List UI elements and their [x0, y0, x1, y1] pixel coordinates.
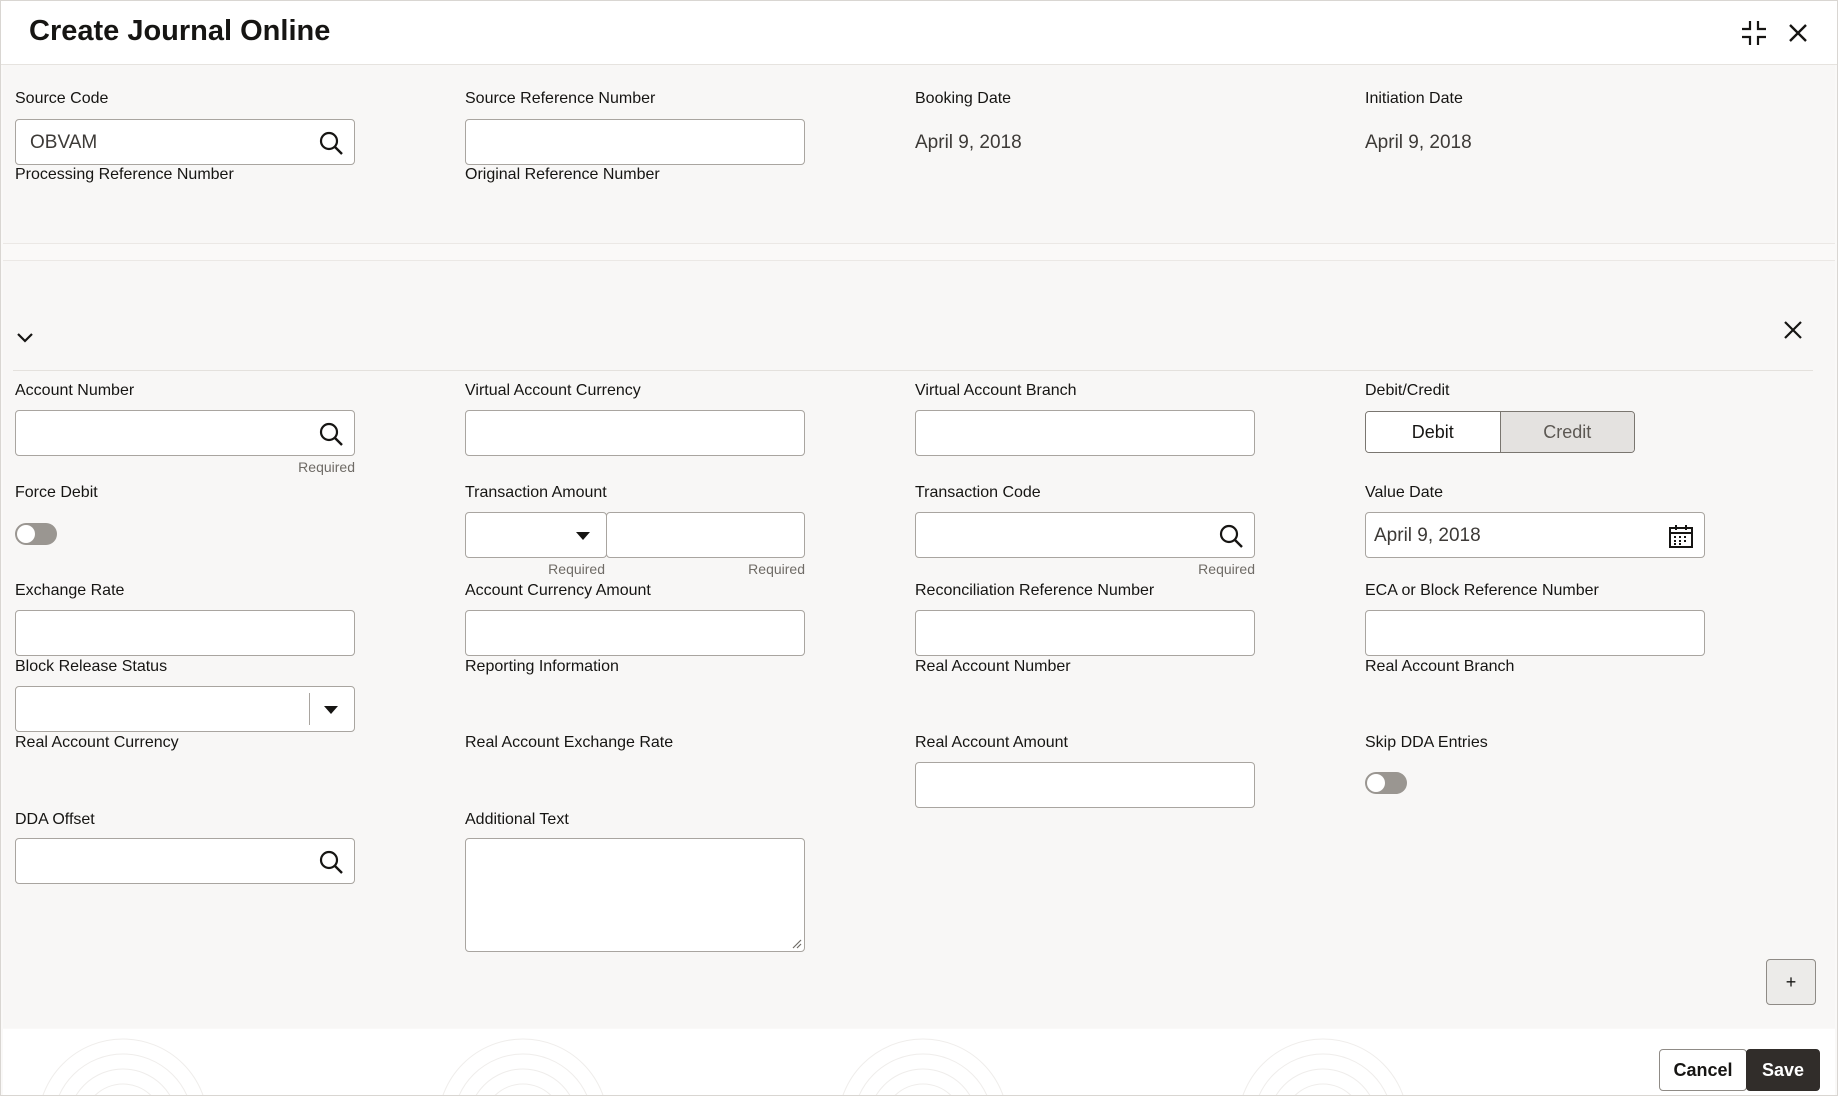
additional-text-label: Additional Text [465, 811, 569, 828]
exchange-rate-input[interactable] [15, 610, 355, 656]
credit-button[interactable]: Credit [1501, 412, 1635, 452]
calendar-icon[interactable] [1668, 523, 1694, 549]
initiation-date-label: Initiation Date [1365, 90, 1463, 107]
source-code-value: OBVAM [30, 132, 98, 153]
remove-entry-icon[interactable] [1782, 319, 1804, 341]
resize-handle-icon[interactable] [790, 937, 802, 949]
skip-dda-entries-label: Skip DDA Entries [1365, 734, 1488, 751]
transaction-code-required: Required [1198, 561, 1255, 577]
minimize-icon[interactable] [1740, 19, 1768, 47]
virtual-account-currency-label: Virtual Account Currency [465, 382, 641, 399]
debit-button[interactable]: Debit [1366, 412, 1501, 452]
add-entry-button[interactable]: + [1766, 959, 1816, 1005]
booking-date-label: Booking Date [915, 90, 1012, 107]
eca-block-reference-number-label: ECA or Block Reference Number [1365, 582, 1599, 599]
reconciliation-reference-number-input[interactable] [915, 610, 1255, 656]
page-title: Create Journal Online [29, 15, 331, 47]
account-currency-amount-input[interactable] [465, 610, 805, 656]
account-currency-amount-label: Account Currency Amount [465, 582, 651, 599]
save-button[interactable]: Save [1746, 1049, 1820, 1091]
chevron-down-icon[interactable] [15, 331, 35, 345]
transaction-code-input[interactable] [915, 512, 1255, 558]
reporting-information-label: Reporting Information [465, 658, 619, 675]
select-separator [309, 693, 310, 725]
close-icon[interactable] [1784, 19, 1812, 47]
decorative-pattern [3, 1029, 1835, 1095]
transaction-amount-input[interactable] [606, 512, 805, 558]
eca-block-reference-number-input[interactable] [1365, 610, 1705, 656]
exchange-rate-label: Exchange Rate [15, 582, 125, 599]
debit-credit-toggle [1365, 411, 1635, 453]
account-number-input[interactable] [15, 410, 355, 456]
transaction-currency-required: Required [548, 561, 605, 577]
initiation-date-value: April 9, 2018 [1365, 132, 1472, 153]
section-separator [3, 244, 1835, 261]
booking-date-value: April 9, 2018 [915, 132, 1022, 153]
debit-credit-label: Debit/Credit [1365, 382, 1450, 399]
dda-offset-input[interactable] [15, 838, 355, 884]
value-date-value: April 9, 2018 [1374, 525, 1481, 546]
value-date-input[interactable] [1365, 512, 1705, 558]
transaction-amount-label: Transaction Amount [465, 484, 607, 501]
block-release-status-label: Block Release Status [15, 658, 168, 675]
search-icon[interactable] [318, 849, 344, 875]
reconciliation-reference-number-label: Reconciliation Reference Number [915, 582, 1155, 599]
transaction-amount-required: Required [748, 561, 805, 577]
source-reference-number-input[interactable] [465, 119, 805, 165]
account-number-label: Account Number [15, 382, 135, 399]
original-reference-number-label: Original Reference Number [465, 166, 660, 183]
real-account-amount-label: Real Account Amount [915, 734, 1068, 751]
source-reference-number-label: Source Reference Number [465, 90, 656, 107]
block-release-status-select[interactable] [15, 686, 355, 732]
window-header [1, 1, 1837, 65]
source-code-input[interactable] [15, 119, 355, 165]
account-number-required: Required [298, 459, 355, 475]
dda-offset-label: DDA Offset [15, 811, 95, 828]
additional-text-textarea[interactable] [465, 838, 805, 952]
caret-down-icon [576, 532, 590, 540]
processing-reference-number-label: Processing Reference Number [15, 166, 234, 183]
search-icon[interactable] [318, 421, 344, 447]
real-account-amount-input[interactable] [915, 762, 1255, 808]
caret-down-icon [324, 706, 338, 714]
entry-divider [13, 370, 1813, 371]
real-account-branch-label: Real Account Branch [1365, 658, 1515, 675]
cancel-button[interactable]: Cancel [1659, 1049, 1747, 1091]
real-account-number-label: Real Account Number [915, 658, 1071, 675]
force-debit-label: Force Debit [15, 484, 98, 501]
force-debit-switch[interactable] [15, 523, 57, 545]
search-icon[interactable] [1218, 523, 1244, 549]
virtual-account-branch-label: Virtual Account Branch [915, 382, 1077, 399]
virtual-account-currency-input[interactable] [465, 410, 805, 456]
virtual-account-branch-input[interactable] [915, 410, 1255, 456]
search-icon[interactable] [318, 130, 344, 156]
transaction-code-label: Transaction Code [915, 484, 1041, 501]
transaction-currency-select[interactable] [465, 512, 607, 558]
source-code-label: Source Code [15, 90, 109, 107]
real-account-exchange-rate-label: Real Account Exchange Rate [465, 734, 674, 751]
skip-dda-entries-switch[interactable] [1365, 772, 1407, 794]
value-date-label: Value Date [1365, 484, 1443, 501]
real-account-currency-label: Real Account Currency [15, 734, 179, 751]
footer-bar [3, 1029, 1835, 1095]
